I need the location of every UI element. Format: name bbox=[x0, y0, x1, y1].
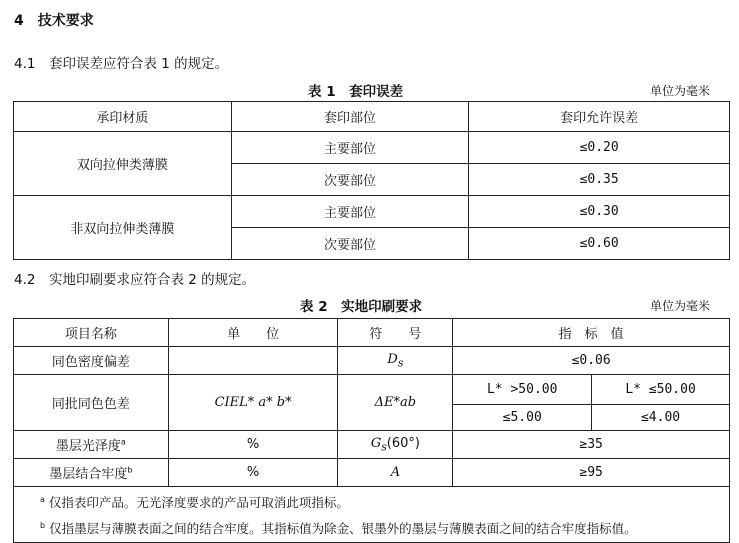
footnote-ref: b bbox=[127, 465, 133, 475]
table1-tolerance: ≤0.60 bbox=[469, 228, 730, 260]
clause-4-2: 4.2 实地印刷要求应符合表 2 的规定。 bbox=[14, 272, 256, 288]
table2-value: ≥35 bbox=[453, 431, 730, 459]
table2-value: ≥95 bbox=[453, 459, 730, 487]
footnote-a bbox=[40, 493, 349, 511]
table2 bbox=[13, 318, 730, 543]
table2-unit: 单位为毫米 bbox=[650, 299, 711, 313]
table1-caption: 表 1 套印误差 bbox=[308, 84, 404, 100]
symbol-tail: (60°) bbox=[386, 435, 420, 451]
symbol-sub: s bbox=[381, 440, 387, 454]
table1-unit: 单位为毫米 bbox=[650, 84, 711, 98]
footnote-text: 仅指墨层与薄膜表面之间的结合牢度。其指标值为除金、银墨外的墨层与薄膜表面之间的结合牢度指标值。 bbox=[49, 521, 637, 536]
footnote-mark: a bbox=[40, 494, 45, 504]
table1-material: 非双向拉伸类薄膜 bbox=[14, 196, 232, 260]
table1-header: 承印材质 bbox=[14, 102, 232, 132]
table2-caption: 表 2 实地印刷要求 bbox=[300, 299, 423, 315]
table1-header: 套印部位 bbox=[231, 102, 469, 132]
footnote-text: 仅指表印产品。无光泽度要求的产品可取消此项指标。 bbox=[48, 495, 349, 510]
symbol-sub: s bbox=[397, 356, 404, 370]
table2-symbol bbox=[338, 347, 453, 375]
table1-part: 主要部位 bbox=[231, 196, 469, 228]
table2-symbol: A bbox=[338, 459, 453, 487]
table2-header: 项目名称 bbox=[14, 319, 169, 347]
table1-header: 套印允许误差 bbox=[469, 102, 730, 132]
item-name-text: 墨层光泽度 bbox=[55, 439, 121, 454]
table2-item-name: 同色密度偏差 bbox=[14, 347, 169, 375]
footnote-mark: b bbox=[40, 520, 46, 530]
table1-tolerance: ≤0.30 bbox=[469, 196, 730, 228]
table2-value: ≤0.06 bbox=[453, 347, 730, 375]
table1-part: 次要部位 bbox=[231, 228, 469, 260]
clause-4-1: 4.1 套印误差应符合表 1 的规定。 bbox=[14, 56, 229, 72]
table2-condition: L* >50.00 bbox=[453, 375, 592, 405]
symbol-main: G bbox=[370, 435, 382, 451]
footnote-b bbox=[40, 519, 637, 537]
table1-material: 双向拉伸类薄膜 bbox=[14, 132, 232, 196]
table2-item-name bbox=[14, 431, 169, 459]
table1-part: 主要部位 bbox=[231, 132, 469, 164]
section-title: 4 技术要求 bbox=[14, 13, 94, 29]
symbol-main: D bbox=[387, 351, 398, 367]
table2-unit-cell bbox=[168, 347, 338, 375]
table2-unit-cell: CIEL* a* b* bbox=[168, 375, 338, 431]
table1 bbox=[13, 101, 730, 260]
table1-tolerance: ≤0.35 bbox=[469, 164, 730, 196]
table2-symbol bbox=[338, 431, 453, 459]
table2-footnotes bbox=[14, 487, 730, 543]
table1-tolerance: ≤0.20 bbox=[469, 132, 730, 164]
table2-symbol: ΔE*ab bbox=[338, 375, 453, 431]
table2-unit-cell: % bbox=[168, 459, 338, 487]
table2-value: ≤4.00 bbox=[592, 405, 730, 431]
table2-header: 指 标 值 bbox=[453, 319, 730, 347]
table2-header: 单 位 bbox=[168, 319, 338, 347]
table2-unit-cell: % bbox=[168, 431, 338, 459]
item-name-text: 墨层结合牢度 bbox=[49, 467, 128, 482]
footnote-ref: a bbox=[120, 437, 126, 447]
table1-part: 次要部位 bbox=[231, 164, 469, 196]
table2-item-name: 同批同色色差 bbox=[14, 375, 169, 431]
table2-condition: L* ≤50.00 bbox=[592, 375, 730, 405]
table2-item-name bbox=[14, 459, 169, 487]
table2-value: ≤5.00 bbox=[453, 405, 592, 431]
table2-header: 符 号 bbox=[338, 319, 453, 347]
